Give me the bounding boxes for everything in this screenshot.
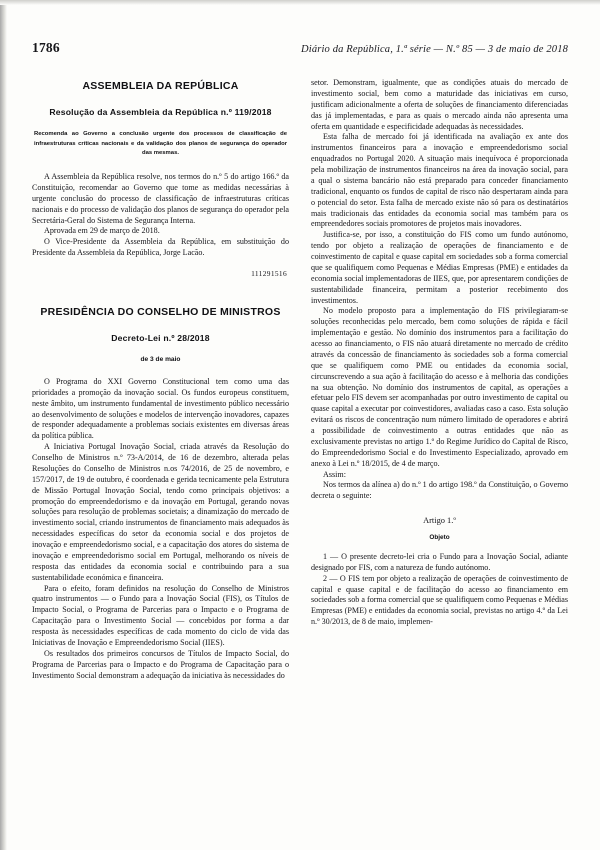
enactment-intro: Assim: <box>323 469 346 479</box>
decree-date: de 3 de maio <box>140 356 181 364</box>
paragraph: A Iniciativa Portugal Inovação Social, criada através da Resolução do Conselho de Ministros n.º 73-A/2014, de 16 de dezembro, alterada pelas Resoluções do Conselho de Ministros n.os 74/2016, de 25 de novembro, e 157/2017, de 19 de outubro, é coordenada e gerida tecnicamente pela Estrutura de Missão Portugal Inovação Social, tendo como principais objetivos: a promoção do empreendedorismo e da inovação em Portugal, gerando novas soluções para resolução de problemas societais; a dinamização do mercado de investimento social, criando instrumentos de financiamento mais adequados às necessidades específicas do setor da economia social e dos projetos de inovação e empreendedorismo social, e a capacitação dos atores do sistema de inovação e empreendedorismo social em Portugal, melhorando os níveis de resposta das entidades da economia social e contribuindo para a sua sustentabilidade económica e financeira. <box>32 442 289 582</box>
paragraph: O Programa do XXI Governo Constitucional tem como uma das prioridades a promoção da inovação social. Os fundos europeus constituem, neste âmbito, um instrumento fundamental de investimento público necessário ao desenvolvimento de soluções e modelos de intervenção inovadores, capazes de responder adequadamente a problemas sociais existentes em diversas áreas da política pública. <box>32 376 289 441</box>
signature-line: O Vice-Presidente da Assembleia da República, em substituição do Presidente da Assembleia da República, Jorge Lacão. <box>32 237 289 258</box>
page-number: 1786 <box>32 40 60 55</box>
two-column-body <box>32 78 568 823</box>
scan-edge-left <box>0 0 7 850</box>
enactment-clause: Nos termos da alínea a) do n.º 1 do artigo 198.º da Constituição, o Governo decreta o seguinte: <box>311 480 568 501</box>
ministry-heading: PRESIDÊNCIA DO CONSELHO DE MINISTROS <box>40 306 281 319</box>
scan-edge-top <box>0 0 600 5</box>
paragraph: Os resultados dos primeiros concursos de Títulos de Impacto Social, do Programa de Parcerias para o Impacto e do Programa de Capacitação para o Investimento Social demonstram a adequação da iniciativa às necessidades do <box>32 648 289 680</box>
resolution-body: A Assembleia da República resolve, nos termos do n.º 5 do artigo 166.º da Constituição, recomendar ao Governo que tome as medidas necessárias à urgente conclusão do processo de classificação de infraestruturas críticas nacionais e do processo de validação dos planos de segurança do operador pela Secretária-Geral do Sistema de Segurança Interna. <box>32 172 289 225</box>
publication-reference: Diário da República, 1.ª série — N.º 85 — 3 de maio de 2018 <box>301 44 568 55</box>
right-column <box>311 78 568 823</box>
reference-number: 111291516 <box>251 269 287 279</box>
article-item: 1 — O presente decreto-lei cria o Fundo para a Inovação Social, adiante designado por FIS, com a natureza de fundo autónomo. <box>311 551 568 572</box>
left-column <box>32 78 289 823</box>
running-head <box>32 40 568 62</box>
article-item: 2 — O FIS tem por objeto a realização de operações de coinvestimento de capital e quase capital e de facilitação do acesso ao financiamento em sociedades sob a forma comercial que se qualifiquem como Pequenas e Médias Empresas (PME) e entidades da economia social, previstas no artigo 4.º da Lei n.º 30/2013, de 8 de maio, implemen- <box>311 573 568 627</box>
resolution-summary: Recomenda ao Governo a conclusão urgente dos processos de classificação de infraestruturas críticas nacionais e da validação dos planos de segurança do operador das mesmas. <box>34 131 287 157</box>
decree-heading: Decreto-Lei n.º 28/2018 <box>111 332 210 343</box>
assembly-heading: ASSEMBLEIA DA REPÚBLICA <box>82 80 239 92</box>
section-gap <box>32 278 289 304</box>
article-subheading: Objeto <box>429 534 450 542</box>
resolution-heading: Resolução da Assembleia da República n.º 119/2018 <box>49 106 272 117</box>
article-heading: Artigo 1.º <box>423 516 456 526</box>
paragraph-continuation: setor. Demonstram, igualmente, que as condições atuais do mercado de investimento social, bem como a maturidade das iniciativas em curso, justificam adicionalmente a oferta de soluções de financiamento diferenciadas das já implementadas, e para as quais o mercado ainda não apresenta uma oferta em quantidade e especificidade adequadas às necessidades. <box>311 78 568 131</box>
approval-line: Aprovada em 29 de março de 2018. <box>44 226 160 236</box>
paragraph: Esta falha de mercado foi já identificada na avaliação ex ante dos instrumentos financeiros para a inovação e empreendedorismo social enquadrados no Portugal 2020. A situação mais inequívoca é proporcionada pela mobilização de instrumentos financeiros na área da inovação social, para a qual o sistema bancário não está preparado para conceder financiamento tradicional, enquanto os fundos de capital de risco não despertaram ainda para o potencial do setor. Esta falha de mercado existe não só para os destinatários mais tradicionais das entidades da economia social mas também para os empreendedores sociais promotores de projetos mais inovadores. <box>311 132 568 229</box>
paragraph: Para o efeito, foram definidos na resolução do Conselho de Ministros quatro instrumentos — o Fundo para a Inovação Social (FIS), os Títulos de Impacto Social, o Programa de Parcerias para o Impacto e o Programa de Capacitação para o Investimento Social — concebidos por forma a dar resposta às necessidades específicas de cada momento do ciclo de vida das Iniciativas de Inovação e Empreendedorismo Social (IIES). <box>32 583 289 647</box>
paragraph: Justifica-se, por isso, a constituição do FIS como um fundo autónomo, tendo por objeto a realização de operações de financiamento e de coinvestimento de capital e quase capital em sociedades sob a forma comercial que se qualifiquem como Pequenas e Médias Empresas (PME) e entidades da economia social implementadoras de IIES, que, por apresentarem condições de sustentabilidade financeira, permitam a posterior recebimento dos investimentos. <box>311 230 568 305</box>
paragraph: No modelo proposto para a implementação do FIS privilegiaram-se soluções reconhecidas pelo mercado, bem como soluções de rápida e fácil implementação e gestão. No domínio dos instrumentos para a facilitação do acesso ao financiamento, o FIS não atuará diretamente no mercado de crédito através da concessão de financiamento às sociedades sob a forma comercial que se qualifiquem como PME ou entidades da economia social, circunscrevendo a sua ação à facilitação do acesso e à melhoria das condições na sua obtenção. No domínio dos instrumentos de capital, as operações a efetuar pelo FIS devem ser acompanhadas por outro investimento de capital ou quase capital a executar por coinvestidores, avaliadas caso a caso. Esta solução evitará os riscos de concentração num número limitado de operadores e abrirá a possibilidade de coinvestimento a outras entidades que não as exclusivamente previstas no artigo 1.º do Regime Jurídico do Capital de Risco, do Empreendedorismo Social e do Investimento Especializado, aprovado em anexo à Lei n.º 18/2015, de 4 de março. <box>311 306 568 468</box>
